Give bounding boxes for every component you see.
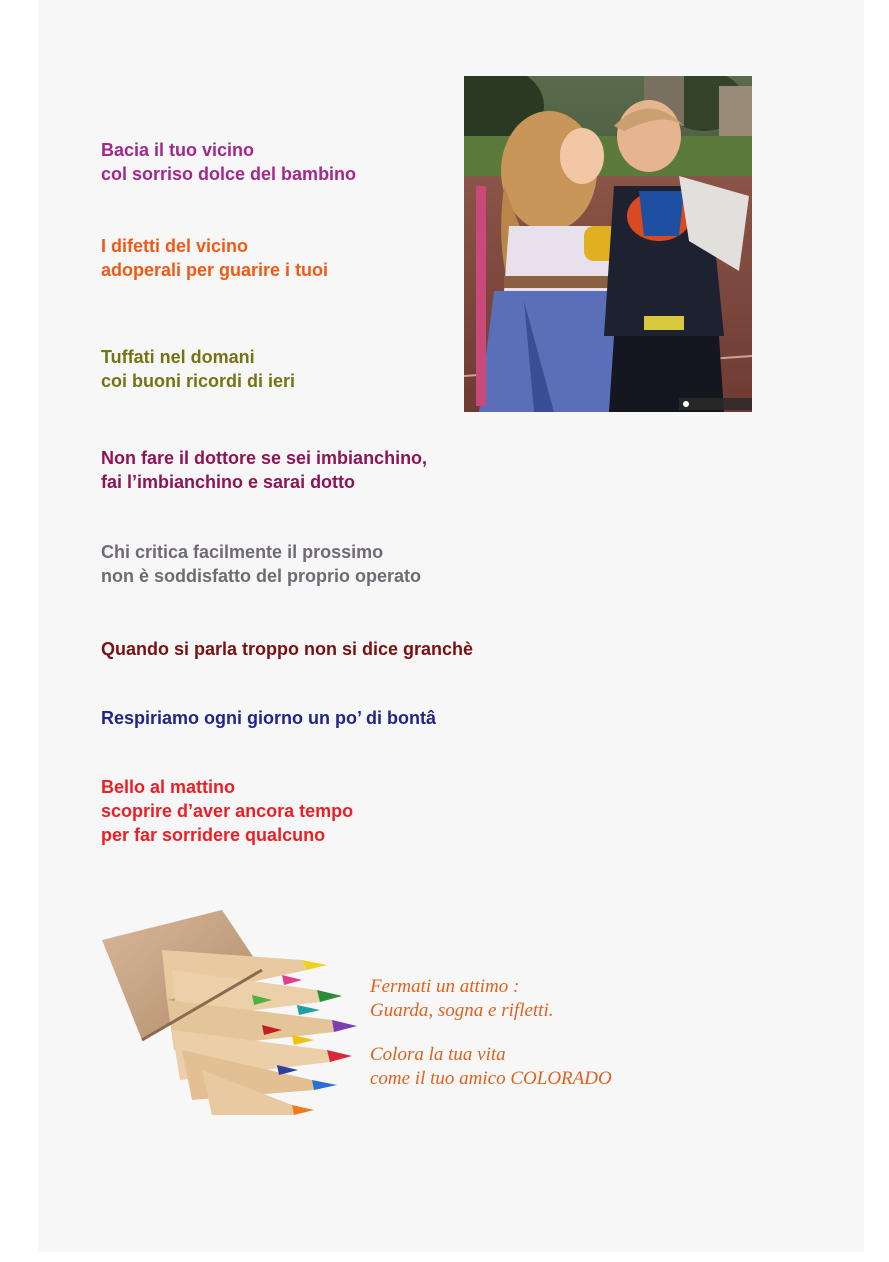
verse-4 [101,446,427,494]
verse-4-line-2: fai l’imbianchino e sarai dotto [101,472,356,492]
verse-5-line-1: Chi critica facilmente il prossimo [101,542,384,562]
verse-1 [101,138,356,186]
verse-1-line-1: Bacia il tuo vicino [101,140,255,160]
verse-7-line-1: Respiriamo ogni giorno un po’ di bontâ [101,708,436,728]
verse-6 [101,637,473,661]
verse-5-line-2: non è soddisfatto del proprio operato [101,566,422,586]
verse-2-line-2: adoperali per guarire i tuoi [101,260,329,280]
verse-3 [101,345,295,393]
verse-1-line-2: col sorriso dolce del bambino [101,164,357,184]
verse-8-line-2: scoprire d’aver ancora tempo [101,801,354,821]
closing-line-3: Colora la tua vita [370,1044,506,1065]
verse-3-line-1: Tuffati nel domani [101,347,255,367]
closing-line-1: Fermati un attimo : [370,976,520,997]
verse-2-line-1: I difetti del vicino [101,236,249,256]
verse-2 [101,234,328,282]
verse-4-line-1: Non fare il dottore se sei imbianchino, [101,448,428,468]
verse-5 [101,540,421,588]
verse-8-line-3: per far sorridere qualcuno [101,825,326,845]
verse-7 [101,706,436,730]
closing-spacer [370,1023,612,1043]
verse-3-line-2: coi buoni ricordi di ieri [101,371,296,391]
verse-8-line-1: Bello al mattino [101,777,236,797]
closing-line-4: come il tuo amico COLORADO [370,1068,612,1089]
closing-line-2: Guarda, sogna e rifletti. [370,1000,554,1021]
verse-8 [101,775,353,847]
colored-pencils-in-tube [102,910,362,1125]
children-kissing-photo [464,76,752,412]
verse-6-line-1: Quando si parla troppo non si dice granchè [101,639,474,659]
closing-message [370,975,612,1091]
